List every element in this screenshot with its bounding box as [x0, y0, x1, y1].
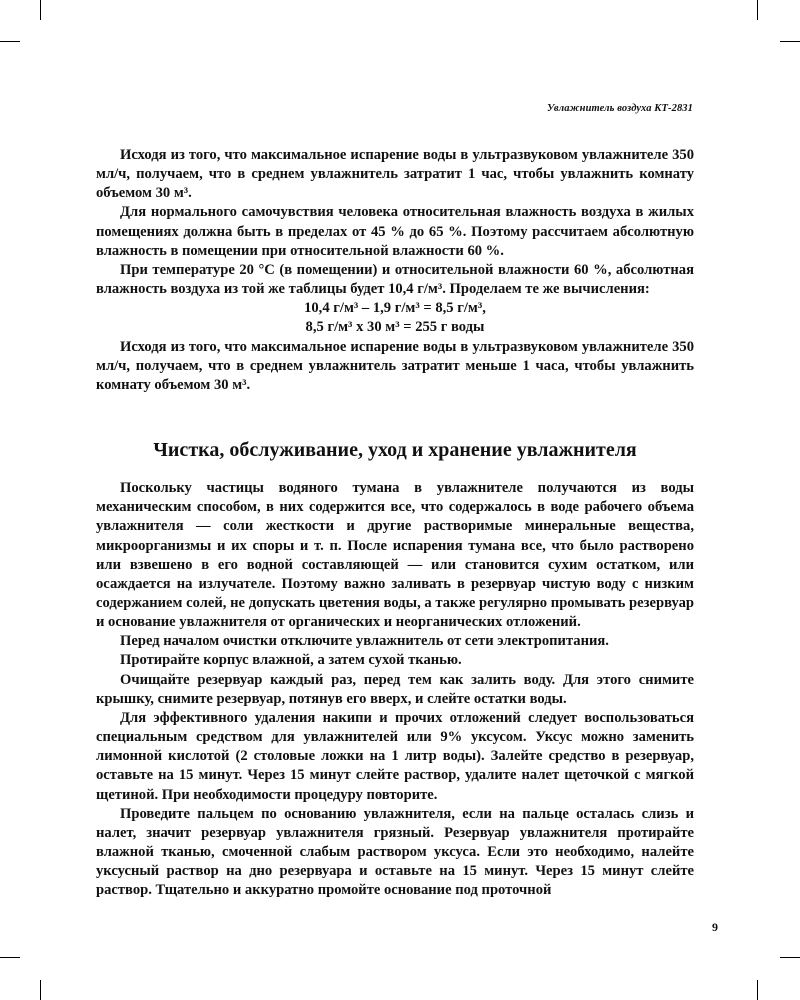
formula-line: 8,5 г/м³ х 30 м³ = 255 г воды — [305, 319, 485, 336]
page-body — [96, 146, 694, 900]
paragraph: Проведите пальцем по основанию увлажнителя, если на пальце осталась слизь и налет, значит резервуар увлажнителя грязный. Резервуар увлажнителя протирайте влажной тканью, смоченной слабым раствором уксуса. Если это необходимо, налейте уксусный раствор на дно резервуара и оставьте на 15 минут. Через 15 минут слейте раствор. Тщательно и аккуратно промойте основание под проточной — [96, 805, 694, 899]
page-number: 9 — [712, 920, 718, 934]
paragraph: Очищайте резервуар каждый раз, перед тем как залить воду. Для этого снимите крышку, снимите резервуар, потянув его вверх, и слейте остатки воды. — [96, 671, 694, 707]
formula-line: 10,4 г/м³ – 1,9 г/м³ = 8,5 г/м³, — [304, 300, 486, 317]
paragraph: Перед началом очистки отключите увлажнитель от сети электропитания. — [120, 633, 609, 650]
crop-mark — [757, 0, 758, 20]
paragraph: Исходя из того, что максимальное испарение воды в ультразвуковом увлажнителе 350 мл/ч, получаем, что в среднем увлажнитель затратит меньше 1 часа, чтобы увлажнить комнату объемом 30 м³. — [96, 338, 694, 393]
paragraph: Для эффективного удаления накипи и прочих отложений следует воспользоваться специальным средством для увлажнителей или 9% уксусом. Уксус можно заменить лимонной кислотой (2 столовые ложки на 1 литр воды). Залейте средство в резервуар, оставьте на 15 минут. Через 15 минут слейте раствор, удалите налет щеточкой с мягкой щетиной. При необходимости процедуру повторите. — [96, 709, 694, 803]
section-heading: Чистка, обслуживание, уход и хранение увлажнителя — [153, 439, 637, 462]
crop-mark — [0, 957, 20, 958]
running-header: Увлажнитель воздуха КТ-2831 — [547, 103, 693, 114]
crop-mark — [0, 41, 20, 42]
crop-mark — [40, 980, 41, 1000]
paragraph: Исходя из того, что максимальное испарение воды в ультразвуковом увлажнителе 350 мл/ч, получаем, что в среднем увлажнитель затратит 1 час, чтобы увлажнить комнату объемом 30 м³. — [96, 147, 694, 202]
paragraph: При температуре 20 °C (в помещении) и относительной влажности 60 %, абсолютная влажность воздуха из той же таблицы будет 10,4 г/м³. Проделаем те же вычисления: — [96, 261, 694, 298]
crop-mark — [757, 980, 758, 1000]
paragraph: Для нормального самочувствия человека относительная влажность воздуха в жилых помещениях должна быть в пределах от 45 % до 65 %. Поэтому рассчитаем абсолютную влажность в помещении при относительной влажности 60 %. — [96, 204, 694, 259]
paragraph: Протирайте корпус влажной, а затем сухой тканью. — [120, 652, 462, 669]
crop-mark — [40, 0, 41, 20]
crop-mark — [780, 41, 800, 42]
crop-mark — [780, 957, 800, 958]
paragraph: Поскольку частицы водяного тумана в увлажнителе получаются из воды механическим способом, в них содержится все, что содержалось в воде рабочего объема увлажнителя — соли жесткости и другие растворимые минеральные вещества, микроорганизмы и их споры и т. п. После испарения тумана все, что было растворено или взвешено в его водной составляющей — или становится сухим остатком, или осаждается на излучателе. Поэтому важно заливать в резервуар чистую воду с низким содержанием солей, не допускать цветения воды, а также регулярно промывать резервуар и основание увлажнителя от органических и неорганических отложений. — [96, 480, 694, 631]
